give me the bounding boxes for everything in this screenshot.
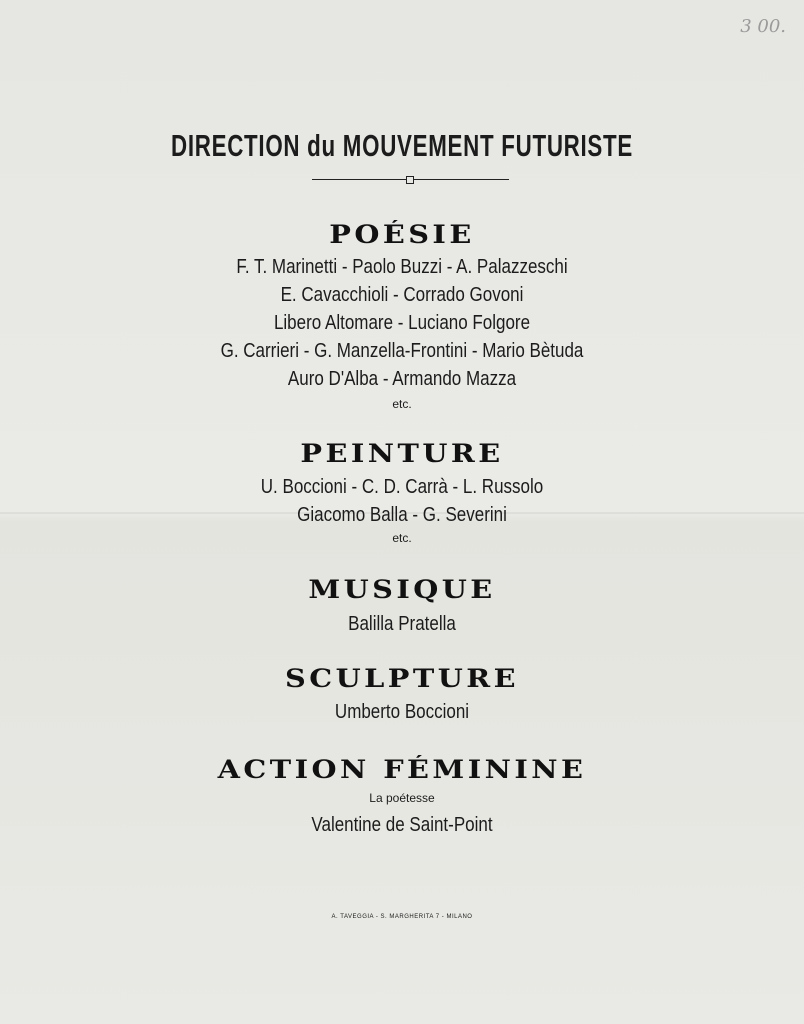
page-title: DIRECTION du MOUVEMENT FUTURISTE	[171, 128, 633, 163]
name-line: U. Boccioni - C. D. Carrà - L. Russolo	[260, 476, 544, 498]
name-line: Giacomo Balla - G. Severini	[297, 504, 507, 526]
subtitle-text: La poétesse	[369, 791, 435, 805]
etc-text: etc.	[392, 531, 412, 545]
etc-text: etc.	[392, 397, 412, 411]
name-line: Auro D'Alba - Armando Mazza	[287, 368, 517, 390]
name-line: E. Cavacchioli - Corrado Govoni	[280, 284, 524, 306]
name-line: F. T. Marinetti - Paolo Buzzi - A. Palazzeschi	[236, 256, 568, 278]
name-line: Umberto Boccioni	[334, 701, 470, 723]
name-line: Libero Altomare - Luciano Folgore	[273, 312, 531, 334]
section-heading-action-feminine: ACTION FÉMININE	[217, 755, 587, 784]
name-line: Balilla Pratella	[348, 613, 456, 635]
section-heading-sculpture: SCULPTURE	[285, 664, 519, 693]
handwritten-note: 3 00.	[740, 16, 786, 37]
name-line: Valentine de Saint-Point	[311, 814, 493, 836]
title-divider	[312, 179, 509, 180]
section-heading-musique: MUSIQUE	[308, 575, 496, 604]
section-heading-peinture: PEINTURE	[300, 439, 504, 468]
printer-imprint: A. TAVEGGIA - S. MARGHERITA 7 - MILANO	[331, 914, 473, 920]
name-line: G. Carrieri - G. Manzella-Frontini - Mario Bètuda	[220, 340, 584, 362]
section-heading-poesie: POÉSIE	[329, 220, 475, 249]
